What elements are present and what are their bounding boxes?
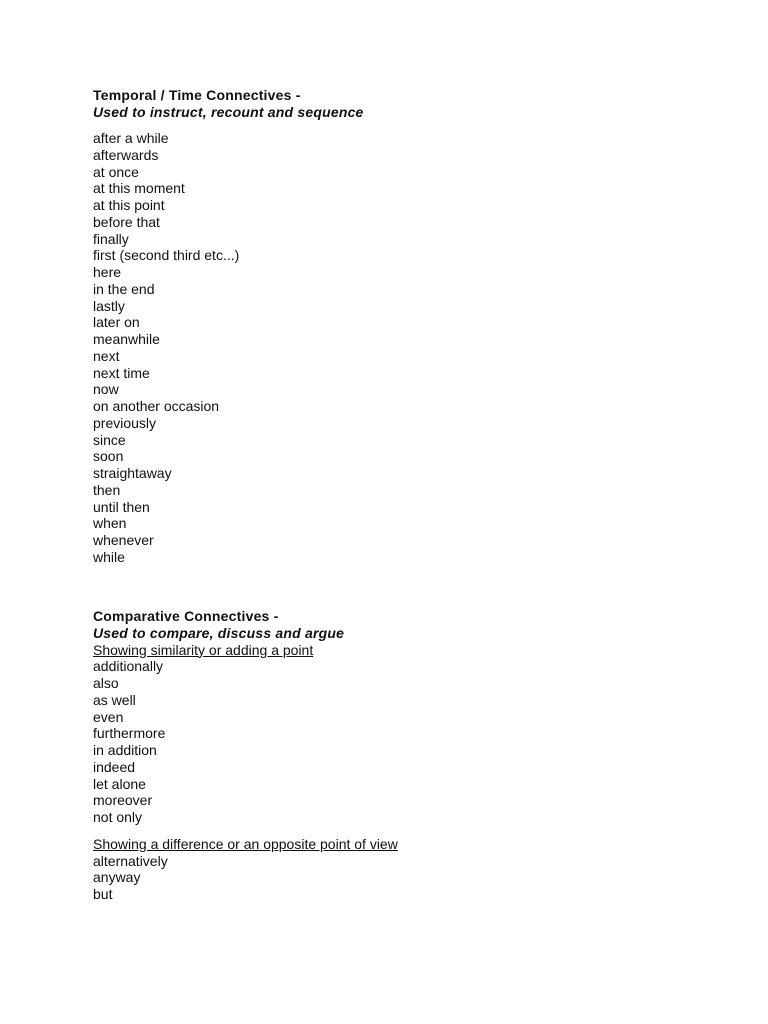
connective-item: additionally: [93, 658, 164, 675]
connective-item: also: [93, 675, 119, 691]
difference-subsection: [93, 836, 713, 903]
connective-item: until then: [93, 498, 150, 515]
connective-item: furthermore: [93, 725, 166, 742]
connective-item: let alone: [93, 775, 146, 792]
connective-item: afterwards: [93, 146, 159, 163]
section-title: Comparative Connectives -: [93, 607, 279, 624]
document-content: [93, 87, 713, 903]
section-subtitle: Used to instruct, recount and sequence: [93, 104, 364, 120]
connective-item: on another occasion: [93, 398, 220, 414]
section-subtitle: Used to compare, discuss and argue: [93, 624, 345, 641]
connective-item: next: [93, 347, 120, 364]
connective-item: not only: [93, 809, 143, 825]
connective-item: when: [93, 515, 127, 532]
connective-item: finally: [93, 230, 129, 247]
connective-item: first (second third etc...): [93, 247, 240, 264]
similarity-connectives-list: [93, 658, 713, 826]
subsection-title: Showing similarity or adding a point: [93, 641, 314, 658]
connective-item: even: [93, 708, 124, 725]
connective-item: now: [93, 381, 119, 398]
connective-item: here: [93, 264, 122, 280]
connective-item: but: [93, 886, 113, 902]
connective-item: previously: [93, 414, 157, 431]
connective-item: lastly: [93, 297, 125, 314]
connective-item: at once: [93, 163, 139, 180]
connective-item: as well: [93, 691, 136, 708]
connective-item: then: [93, 481, 121, 498]
connective-item: moreover: [93, 792, 153, 809]
connective-item: at this moment: [93, 180, 185, 197]
connective-item: later on: [93, 314, 140, 331]
connective-item: meanwhile: [93, 331, 160, 347]
connective-item: straightaway: [93, 465, 172, 481]
similarity-subsection: [93, 642, 713, 826]
connective-item: whenever: [93, 532, 154, 548]
subsection-title: Showing a difference or an opposite point of view: [93, 835, 398, 852]
connective-item: before that: [93, 213, 160, 230]
connective-item: while: [93, 548, 125, 565]
connective-item: indeed: [93, 758, 136, 775]
connective-item: after a while: [93, 130, 169, 146]
temporal-connectives-section: [93, 87, 713, 566]
connective-item: in the end: [93, 280, 155, 297]
connective-item: anyway: [93, 869, 141, 886]
connective-item: alternatively: [93, 852, 168, 869]
difference-connectives-list: [93, 853, 713, 903]
section-title: Temporal / Time Connectives -: [93, 87, 301, 103]
comparative-connectives-section: [93, 608, 713, 903]
connective-item: next time: [93, 364, 150, 381]
connective-item: at this point: [93, 197, 165, 213]
connective-item: since: [93, 431, 126, 448]
connective-item: soon: [93, 448, 124, 465]
temporal-connectives-list: [93, 130, 713, 566]
connective-item: in addition: [93, 742, 157, 758]
